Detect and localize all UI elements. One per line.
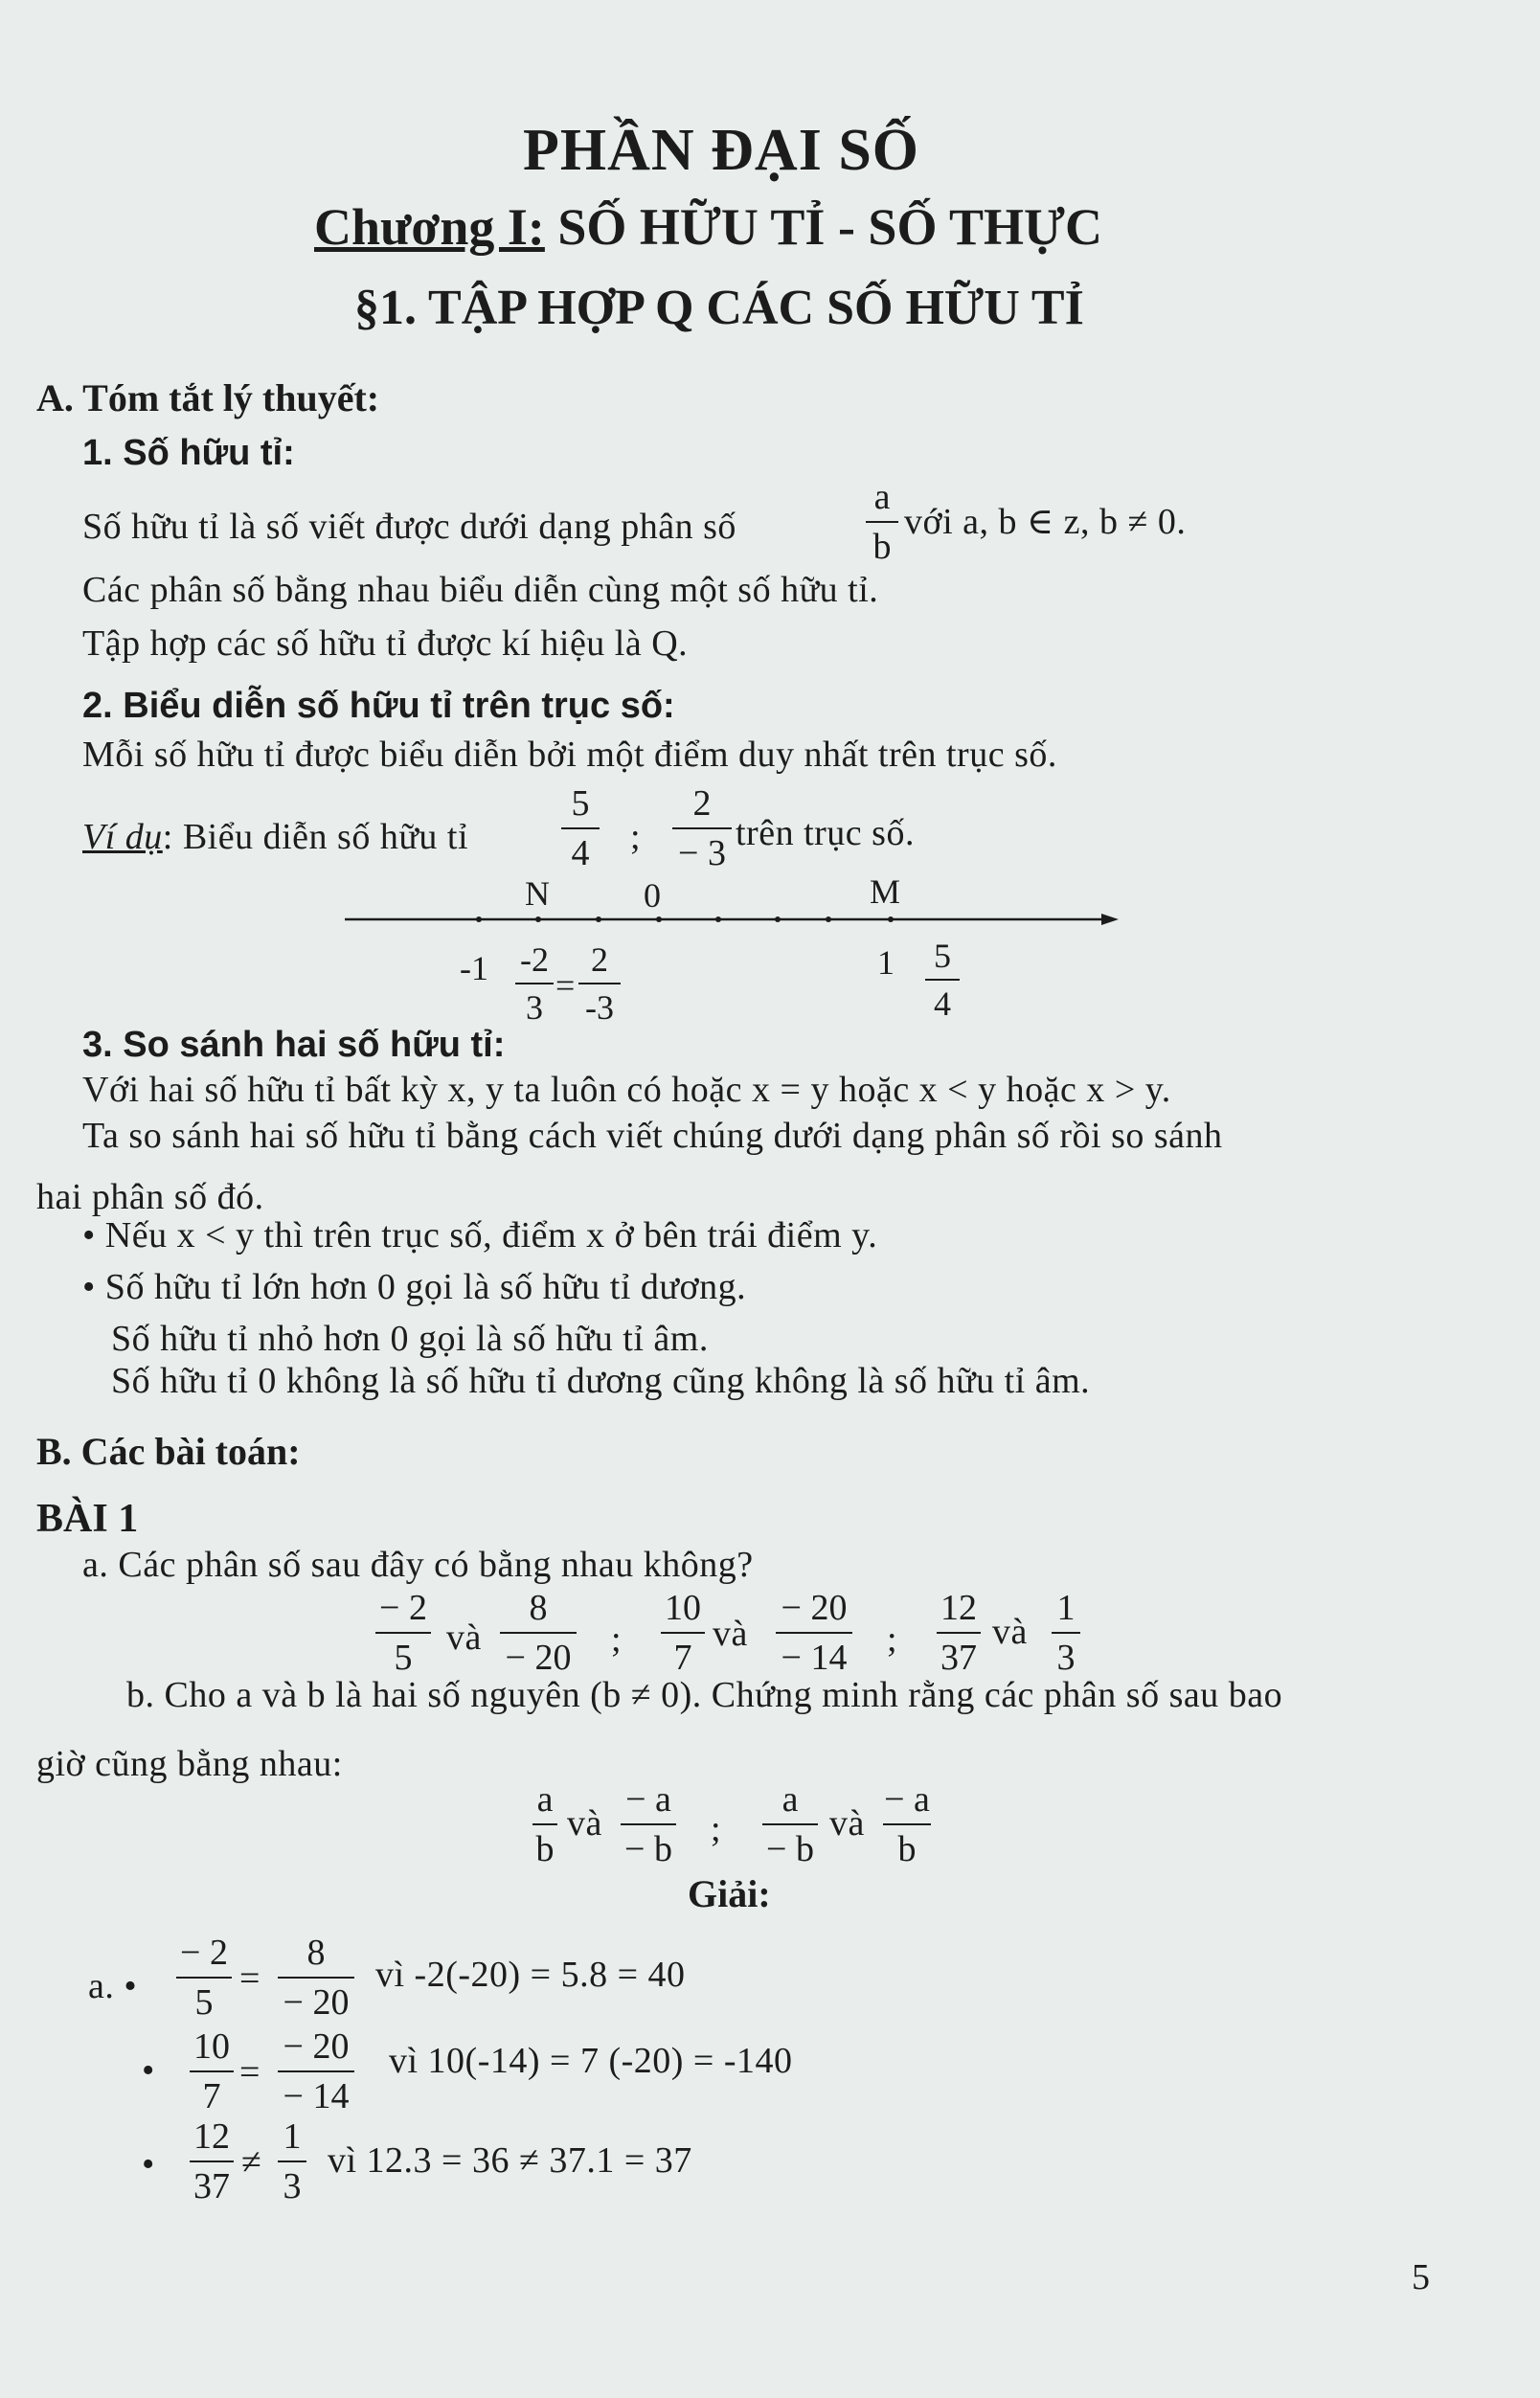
frac-denominator: 4: [571, 833, 590, 873]
solution-3-fraction-2: [278, 2118, 306, 2205]
frac-numerator: 5: [934, 937, 951, 975]
tick-minus-1: [476, 916, 482, 922]
frac-bar: [190, 2070, 234, 2072]
exercise-a-fraction-5: [937, 1590, 981, 1676]
s1-line3: Tập hợp các số hữu tỉ được kí hiệu là Q.: [82, 623, 689, 664]
solution-3-reason: vì 12.3 = 36 ≠ 37.1 = 37: [328, 2140, 692, 2181]
s3-bullet1: • Nếu x < y thì trên trục số, điểm x ở bên trái điểm y.: [82, 1215, 878, 1256]
numberline-fraction-c: [925, 939, 960, 1021]
solution-3-bullet: •: [142, 2144, 155, 2184]
numberline-eq: =: [555, 966, 576, 1005]
s1-line1-pre: Số hữu tỉ là số viết được dưới dạng phân số: [82, 507, 736, 547]
chapter-title: [314, 197, 1102, 257]
frac-denominator: -3: [585, 988, 614, 1027]
page-number: 5: [1412, 2257, 1431, 2297]
frac-bar: [375, 1632, 431, 1634]
frac-denominator: 3: [283, 2166, 302, 2206]
s1-fraction: [866, 479, 898, 565]
frac-denominator: − 3: [678, 833, 726, 873]
solution-3-neq: ≠: [241, 2142, 262, 2183]
tick-1: [826, 916, 831, 922]
chapter-prefix: Chương I:: [314, 198, 545, 256]
tick-3-4: [775, 916, 781, 922]
s2-line1: Mỗi số hữu tỉ được biểu diễn bởi một điểm duy nhất trên trục số.: [82, 735, 1057, 775]
solution-1-fraction-1: [176, 1934, 232, 2021]
frac-denominator: b: [535, 1829, 555, 1869]
example-text: : Biểu diễn số hữu tỉ: [162, 817, 469, 857]
frac-numerator: 2: [692, 783, 712, 824]
tick-1-3: [656, 916, 662, 922]
frac-denominator: − 14: [283, 2076, 350, 2116]
frac-bar: [190, 2160, 234, 2162]
exercise-b-fraction-1: [532, 1781, 557, 1867]
s3-line4: Số hữu tỉ nhỏ hơn 0 gọi là số hữu tỉ âm.: [111, 1319, 709, 1359]
frac-bar: [661, 1632, 705, 1634]
frac-bar: [561, 827, 600, 829]
frac-bar: [515, 983, 554, 984]
frac-numerator: 12: [193, 2116, 230, 2157]
frac-denominator: 7: [673, 1638, 692, 1678]
frac-bar: [578, 983, 621, 984]
s1-line2: Các phân số bằng nhau biểu diễn cùng một số hữu tỉ.: [82, 570, 879, 610]
frac-bar: [176, 1977, 232, 1979]
solution-a-label: a. •: [88, 1966, 138, 2006]
frac-numerator: 5: [571, 783, 590, 824]
exercise-a-va-2: và: [713, 1614, 748, 1654]
frac-denominator: − b: [624, 1829, 672, 1869]
s1-line1-post: với a, b ∈ z, b ≠ 0.: [904, 502, 1187, 542]
frac-bar: [762, 1823, 818, 1825]
frac-numerator: 10: [665, 1588, 701, 1628]
frac-bar: [278, 2160, 306, 2162]
exercise-a-va-3: và: [992, 1612, 1028, 1652]
exercise-a-fraction-6: [1052, 1590, 1080, 1676]
frac-numerator: − 2: [180, 1933, 228, 1973]
frac-bar: [1052, 1632, 1080, 1634]
solution-heading: Giải:: [688, 1872, 771, 1915]
exercise-b-va-2: và: [829, 1803, 865, 1844]
example-fraction-1: [561, 785, 600, 871]
example-separator: ;: [630, 817, 642, 857]
tick-minus-2-3: [535, 916, 541, 922]
solution-1-eq: =: [239, 1958, 260, 1999]
frac-denominator: 7: [202, 2076, 221, 2116]
number-line-arrow: [1101, 914, 1119, 925]
s1-heading: 1. Số hữu tỉ:: [82, 433, 295, 473]
exercise-a-sep-2: ;: [887, 1619, 898, 1660]
frac-bar: [500, 1632, 577, 1634]
exercise-b-fraction-3: [762, 1781, 818, 1867]
frac-bar: [866, 521, 898, 523]
frac-bar: [925, 979, 960, 981]
chapter-rest: SỐ HỮU TỈ - SỐ THỰC: [544, 198, 1102, 256]
frac-denominator: − 20: [505, 1638, 572, 1678]
frac-denominator: − 20: [283, 1982, 350, 2023]
s3-line1: Với hai số hữu tỉ bất kỳ x, y ta luôn có hoặc x = y hoặc x < y hoặc x > y.: [82, 1070, 1171, 1110]
example-label: Ví dụ: [82, 817, 163, 857]
example-post: trên trục số.: [736, 813, 915, 853]
frac-numerator: 8: [306, 1933, 326, 1973]
s3-bullet2: • Số hữu tỉ lớn hơn 0 gọi là số hữu tỉ dương.: [82, 1267, 747, 1307]
frac-numerator: a: [873, 477, 891, 517]
frac-numerator: -2: [520, 940, 549, 979]
frac-numerator: 1: [1056, 1588, 1076, 1628]
s3-heading: 3. So sánh hai số hữu tỉ:: [82, 1025, 506, 1065]
frac-numerator: − a: [884, 1779, 930, 1820]
exercise-b-sep: ;: [711, 1809, 722, 1849]
tick-2-3: [715, 916, 721, 922]
point-0-label: 0: [644, 876, 661, 915]
solution-2-reason: vì 10(-14) = 7 (-20) = -140: [389, 2041, 793, 2081]
frac-bar: [776, 1632, 852, 1634]
frac-numerator: − 2: [379, 1588, 427, 1628]
frac-denominator: b: [897, 1829, 917, 1869]
numberline-fraction-b: [578, 942, 621, 1025]
solution-2-eq: =: [239, 2052, 260, 2093]
frac-numerator: 2: [591, 940, 608, 979]
exercise-a-fraction-1: [375, 1590, 431, 1676]
frac-denominator: 37: [193, 2166, 230, 2206]
frac-denominator: − b: [766, 1829, 814, 1869]
frac-numerator: a: [536, 1779, 554, 1820]
solution-3-fraction-1: [190, 2118, 234, 2205]
theory-heading: A. Tóm tắt lý thuyết:: [36, 376, 380, 419]
exercise-b-line2: giờ cũng bằng nhau:: [36, 1744, 343, 1784]
s3-line3: hai phân số đó.: [36, 1177, 264, 1217]
frac-bar: [621, 1823, 676, 1825]
frac-denominator: 3: [526, 988, 543, 1027]
exercises-heading: B. Các bài toán:: [36, 1430, 301, 1473]
frac-numerator: 10: [193, 2026, 230, 2067]
frac-bar: [672, 827, 732, 829]
solution-1-reason: vì -2(-20) = 5.8 = 40: [375, 1955, 686, 1995]
exercise-b-line1: b. Cho a và b là hai số nguyên (b ≠ 0). Chứng minh rằng các phân số sau bao: [126, 1675, 1283, 1715]
frac-numerator: a: [781, 1779, 799, 1820]
frac-numerator: 8: [529, 1588, 548, 1628]
section-title: §1. TẬP HỢP Q CÁC SỐ HỮU TỈ: [354, 281, 1084, 335]
tick-label-minus-1: -1: [460, 949, 488, 987]
solution-2-fraction-2: [278, 2028, 354, 2115]
exercise-a-sep-1: ;: [611, 1619, 623, 1660]
frac-bar: [883, 1823, 931, 1825]
frac-numerator: − 20: [781, 1588, 848, 1628]
exercise-a-fraction-2: [500, 1590, 577, 1676]
exercise-b-va-1: và: [567, 1803, 602, 1844]
frac-denominator: 37: [940, 1638, 977, 1678]
exercise-a-fraction-4: [776, 1590, 852, 1676]
s2-heading: 2. Biểu diễn số hữu tỉ trên trục số:: [82, 686, 675, 726]
frac-denominator: 5: [194, 1982, 214, 2023]
frac-numerator: 12: [940, 1588, 977, 1628]
frac-denominator: − 14: [781, 1638, 848, 1678]
frac-denominator: b: [872, 527, 892, 567]
numberline-fraction-a: [515, 942, 554, 1025]
solution-1-fraction-2: [278, 1934, 354, 2021]
frac-denominator: 3: [1056, 1638, 1076, 1678]
part-title: PHẦN ĐẠI SỐ: [523, 118, 920, 183]
frac-bar: [532, 1823, 557, 1825]
frac-bar: [278, 2070, 354, 2072]
frac-numerator: − 20: [283, 2026, 350, 2067]
number-line: [335, 900, 1121, 939]
s3-line2: Ta so sánh hai số hữu tỉ bằng cách viết chúng dưới dạng phân số rồi so sánh: [82, 1116, 1223, 1156]
s2-example: [82, 816, 468, 858]
exercise-a-fraction-3: [661, 1590, 705, 1676]
solution-2-fraction-1: [190, 2028, 234, 2115]
solution-2-bullet: •: [142, 2050, 155, 2091]
tick-0: [596, 916, 601, 922]
exercise-b-fraction-2: [621, 1781, 676, 1867]
exercise-1-title: BÀI 1: [36, 1497, 139, 1541]
exercise-b-fraction-4: [883, 1781, 931, 1867]
frac-numerator: 1: [283, 2116, 302, 2157]
exercise-a-va-1: và: [446, 1618, 482, 1658]
frac-numerator: − a: [625, 1779, 671, 1820]
frac-bar: [937, 1632, 981, 1634]
s3-line5: Số hữu tỉ 0 không là số hữu tỉ dương cũng không là số hữu tỉ âm.: [111, 1361, 1091, 1401]
point-N-label: N: [525, 874, 550, 913]
frac-denominator: 5: [394, 1638, 413, 1678]
point-M-label: M: [870, 872, 901, 911]
tick-5-4: [888, 916, 894, 922]
example-fraction-2: [672, 785, 732, 871]
tick-label-1: 1: [877, 943, 895, 982]
frac-denominator: 4: [934, 984, 951, 1023]
exercise-a-text: a. Các phân số sau đây có bằng nhau không?: [82, 1545, 754, 1585]
frac-bar: [278, 1977, 354, 1979]
